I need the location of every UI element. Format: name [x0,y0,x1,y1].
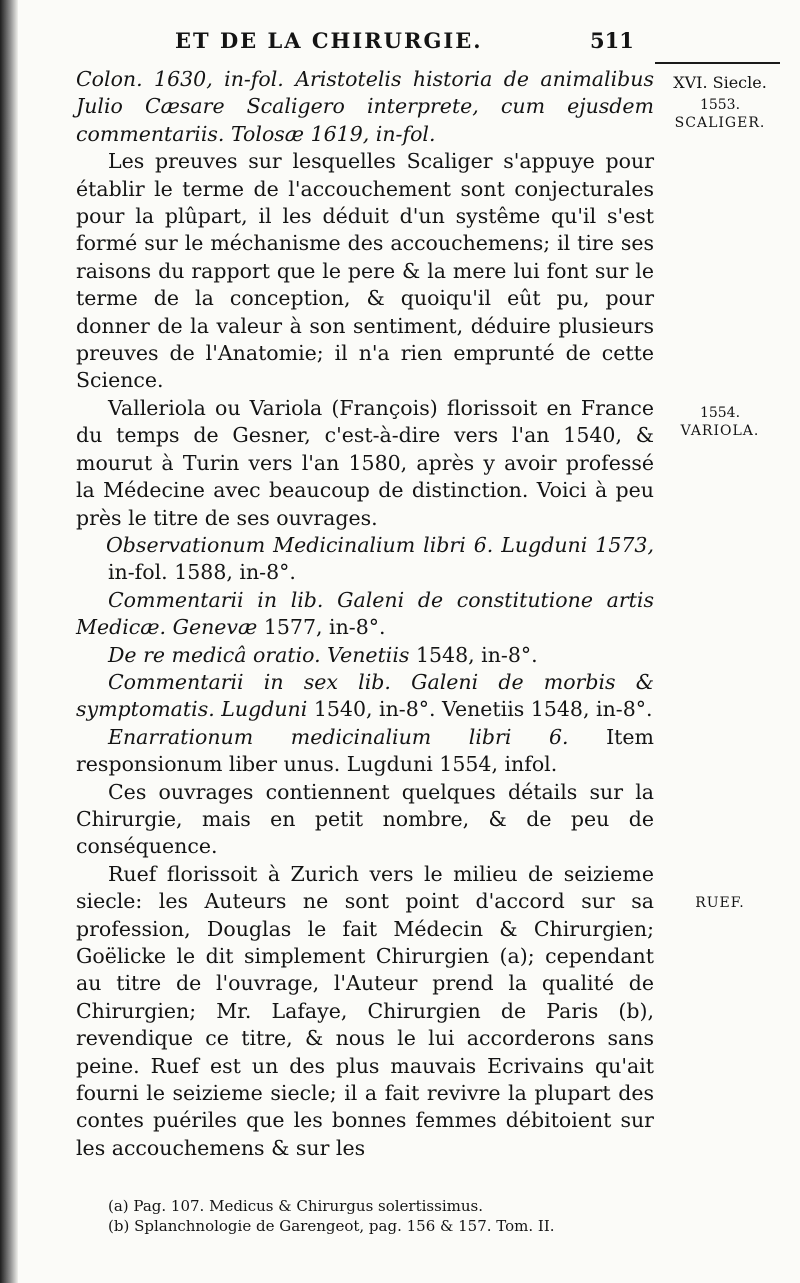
work-title: Commentarii in sex lib. Galeni de morbis & symptomatis. Lugduni [76,669,654,722]
margin-note-ruef [650,894,790,912]
work-title: Enarrationum medicinalium libri 6. [108,724,569,749]
margin-name: SCALIGER. [674,115,766,131]
work-details: 1548, in-8°. [415,642,538,667]
work-title: De re medicâ oratio. Venetiis [108,642,410,667]
work-title: Commentarii in lib. Galeni de constitutione artis Medicæ. Genevæ [76,587,654,640]
margin-note-variola [650,404,790,440]
work-title: Observationum Medicinalium libri 6. Lugduni 1573, [106,532,654,557]
margin-name: RUEF. [695,895,745,911]
work-entry [76,724,654,779]
work-entry [76,532,654,587]
margin-name: VARIOLA. [680,423,760,439]
footnote: (a) Pag. 107. Medicus & Chirurgus solertissimus. [108,1197,483,1215]
paragraph: Colon. 1630, in-fol. Aristotelis historia de animalibus Julio Cæsare Scaligero interprete, cum ejusdem commentariis. Tolosæ 1619, in-fol. [76,67,654,146]
paragraph: Ruef florissoit à Zurich vers le milieu de seizieme siecle: les Auteurs ne sont point d'accord sur sa profession, Douglas le fait Médecin & Chirurgien; Goëlicke le dit simplement Chirurgien (a); cependant au titre de l'ouvrage, l'Auteur prend la qualité de Chirurgien; Mr. Lafaye, Chirurgien de Paris (b), revendique ce titre, & nous le lui accorderons sans peine. Ruef est un des plus mauvais Ecrivains qu'ait fourni le seizieme siecle; il a fait revivre la plupart des contes puériles que les bonnes femmes débitoient sur les accouchemens & sur les [76,861,654,1160]
body-text [76,66,654,1162]
page-gutter-shadow [0,0,18,1283]
margin-century: XVI. Siecle. [673,73,767,92]
work-details: 1577, in-8°. [263,615,386,640]
margin-year: 1553. [699,97,741,113]
work-details: 1540, in-8°. Venetiis 1548, in-8°. [313,697,653,722]
margin-year: 1554. [699,405,741,421]
margin-rule [655,62,780,64]
paragraph: Valleriola ou Variola (François) florissoit en France du temps de Gesner, c'est-à-dire vers l'an 1540, & mourut à Turin vers l'an 1580, après y avoir professé la Médecine avec beaucoup de distinction. Voici à peu près le titre de ses ouvrages. [76,395,654,530]
work-entry [76,587,654,642]
footnote: (b) Splanchnologie de Garengeot, pag. 156 & 157. Tom. II. [108,1217,555,1235]
work-details: in-fol. 1588, in-8°. [108,560,296,585]
paragraph: Ces ouvrages contiennent quelques détails sur la Chirurgie, mais en petit nombre, & de peu de conséquence. [76,779,654,859]
work-details: Item responsionum liber unus. Lugduni 1554, infol. [76,724,654,777]
work-entry [76,642,654,669]
page-number: 511 [590,28,634,53]
paragraph: Les preuves sur lesquelles Scaliger s'appuye pour établir le terme de l'accouchement sont conjecturales pour la plûpart, il les déduit d'un systême qu'il s'est formé sur le méchanisme des accouchemens; il tire ses raisons du rapport que le pere & la mere lui font sur le terme de la conception, & quoiqu'il eût pu, pour donner de la valeur à son sentiment, déduire plusieurs preuves de l'Anatomie; il n'a rien emprunté de cette Science. [76,149,654,393]
running-title: ET DE LA CHIRURGIE. [175,28,483,53]
work-entry [76,669,654,724]
footnotes [108,1196,668,1236]
margin-note-scaliger [650,74,790,132]
